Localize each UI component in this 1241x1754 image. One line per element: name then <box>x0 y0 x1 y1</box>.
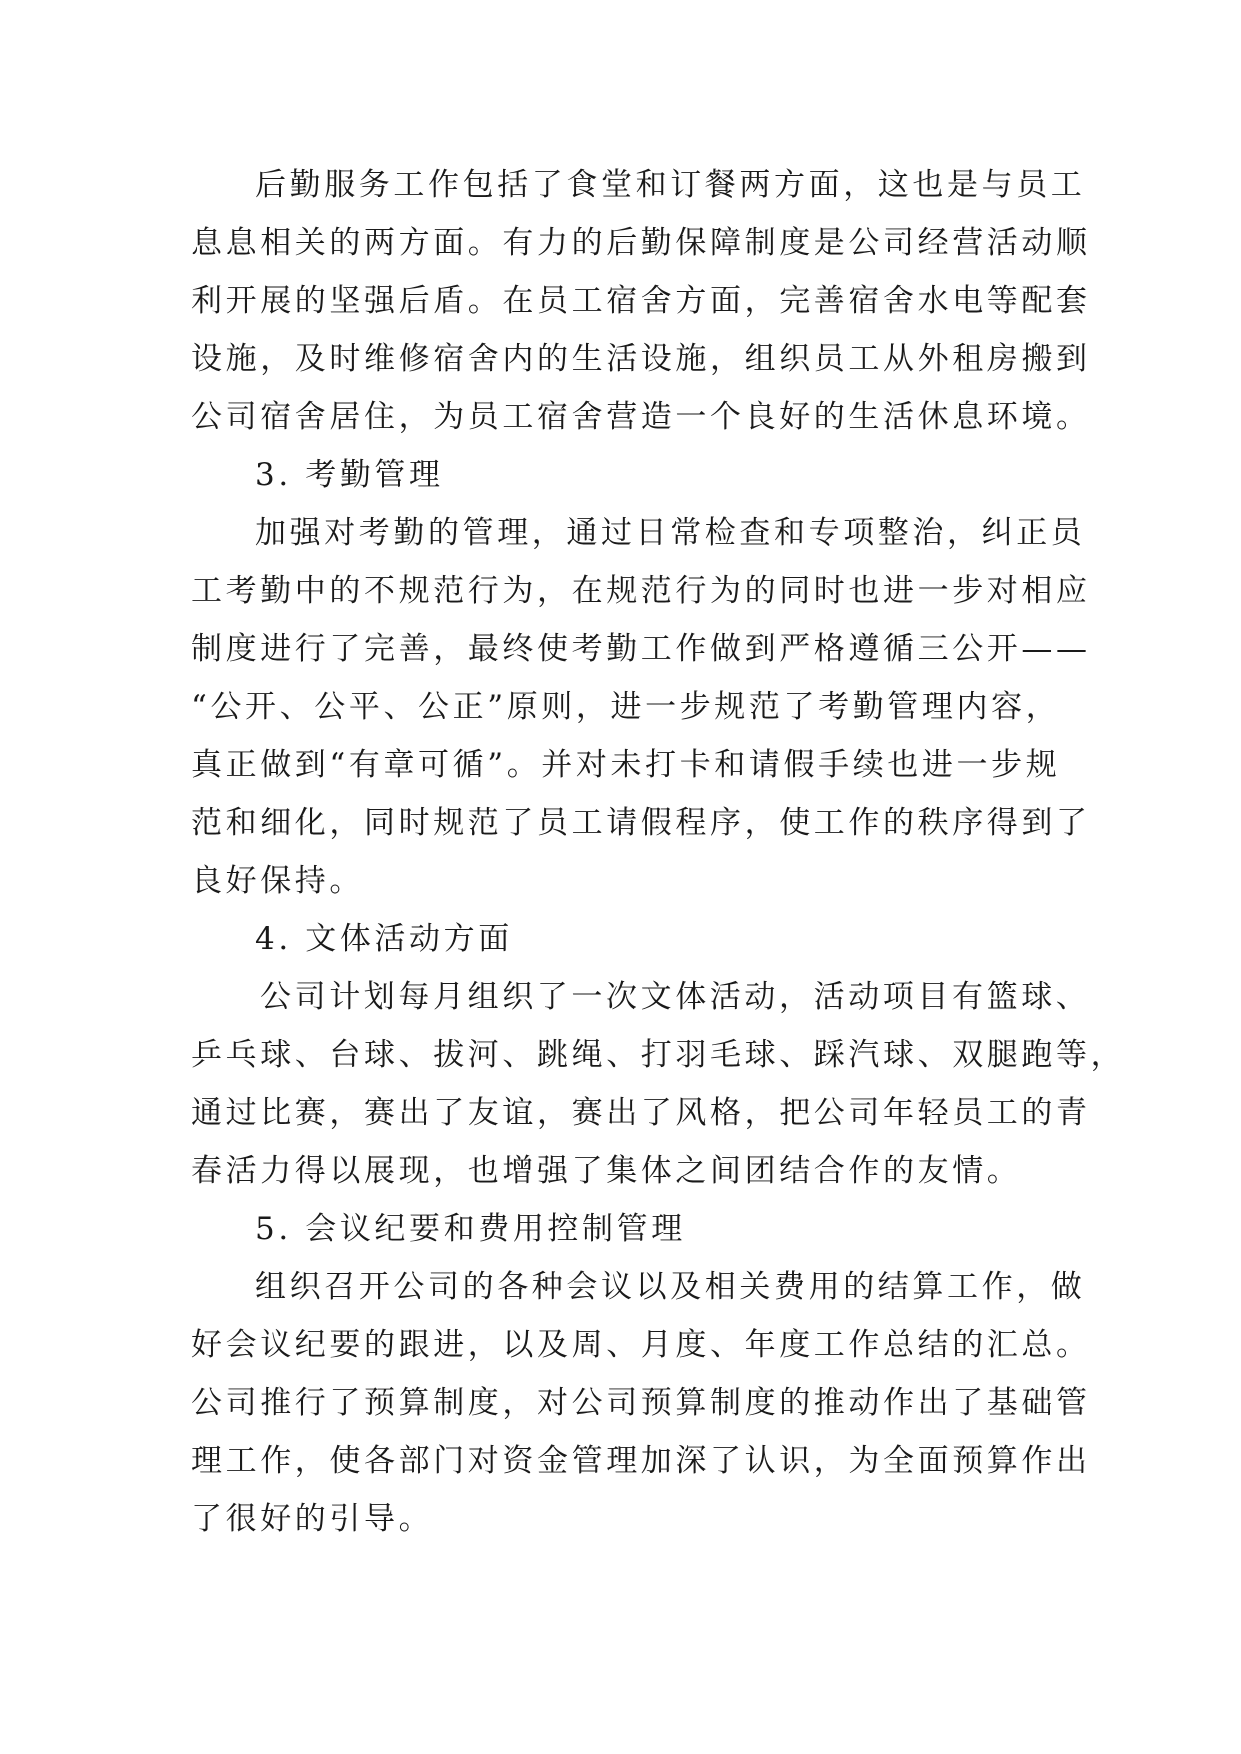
paragraph-logistics-line-3: 利开展的坚强后盾。在员工宿舍方面，完善宿舍水电等配套 <box>191 283 1091 319</box>
paragraph-attendance-line-4: “公开、公平、公正”原则，进一步规范了考勤管理内容， <box>191 689 1061 725</box>
paragraph-logistics-line-4: 设施，及时维修宿舍内的生活设施，组织员工从外租房搬到 <box>191 341 1091 377</box>
paragraph-attendance-line-1: 加强对考勤的管理，通过日常检查和专项整治，纠正员 <box>255 515 1086 551</box>
paragraph-meetings-line-5: 了很好的引导。 <box>191 1501 434 1537</box>
paragraph-attendance-line-7: 良好保持。 <box>191 863 364 899</box>
paragraph-attendance-line-6: 范和细化，同时规范了员工请假程序，使工作的秩序得到了 <box>191 805 1091 841</box>
section-heading-meetings: 5. 会议纪要和费用控制管理 <box>255 1211 686 1247</box>
paragraph-logistics-line-2: 息息相关的两方面。有力的后勤保障制度是公司经营活动顺 <box>191 225 1091 261</box>
paragraph-logistics-line-5: 公司宿舍居住，为员工宿舍营造一个良好的生活休息环境。 <box>191 399 1091 435</box>
paragraph-attendance-line-2: 工考勤中的不规范行为，在规范行为的同时也进一步对相应 <box>191 573 1091 609</box>
paragraph-logistics-line-1: 后勤服务工作包括了食堂和订餐两方面，这也是与员工 <box>255 167 1086 203</box>
paragraph-attendance-line-5: 真正做到“有章可循”。并对未打卡和请假手续也进一步规 <box>191 747 1061 783</box>
paragraph-attendance-line-3: 制度进行了完善，最终使考勤工作做到严格遵循三公开—— <box>191 631 1091 667</box>
paragraph-sports-line-4: 春活力得以展现，也增强了集体之间团结合作的友情。 <box>191 1153 1022 1189</box>
paragraph-sports-line-1: 公司计划每月组织了一次文体活动，活动项目有篮球、 <box>260 979 1091 1015</box>
paragraph-meetings-line-3: 公司推行了预算制度，对公司预算制度的推动作出了基础管 <box>191 1385 1091 1421</box>
section-heading-sports: 4. 文体活动方面 <box>255 921 513 957</box>
paragraph-meetings-line-2: 好会议纪要的跟进，以及周、月度、年度工作总结的汇总。 <box>191 1327 1091 1363</box>
paragraph-sports-line-2: 乒乓球、台球、拔河、跳绳、打羽毛球、踩汽球、双腿跑等， <box>191 1037 1126 1073</box>
section-heading-attendance: 3. 考勤管理 <box>255 457 444 493</box>
paragraph-sports-line-3: 通过比赛，赛出了友谊，赛出了风格，把公司年轻员工的青 <box>191 1095 1091 1131</box>
paragraph-meetings-line-1: 组织召开公司的各种会议以及相关费用的结算工作，做 <box>255 1269 1086 1305</box>
paragraph-meetings-line-4: 理工作，使各部门对资金管理加深了认识，为全面预算作出 <box>191 1443 1091 1479</box>
